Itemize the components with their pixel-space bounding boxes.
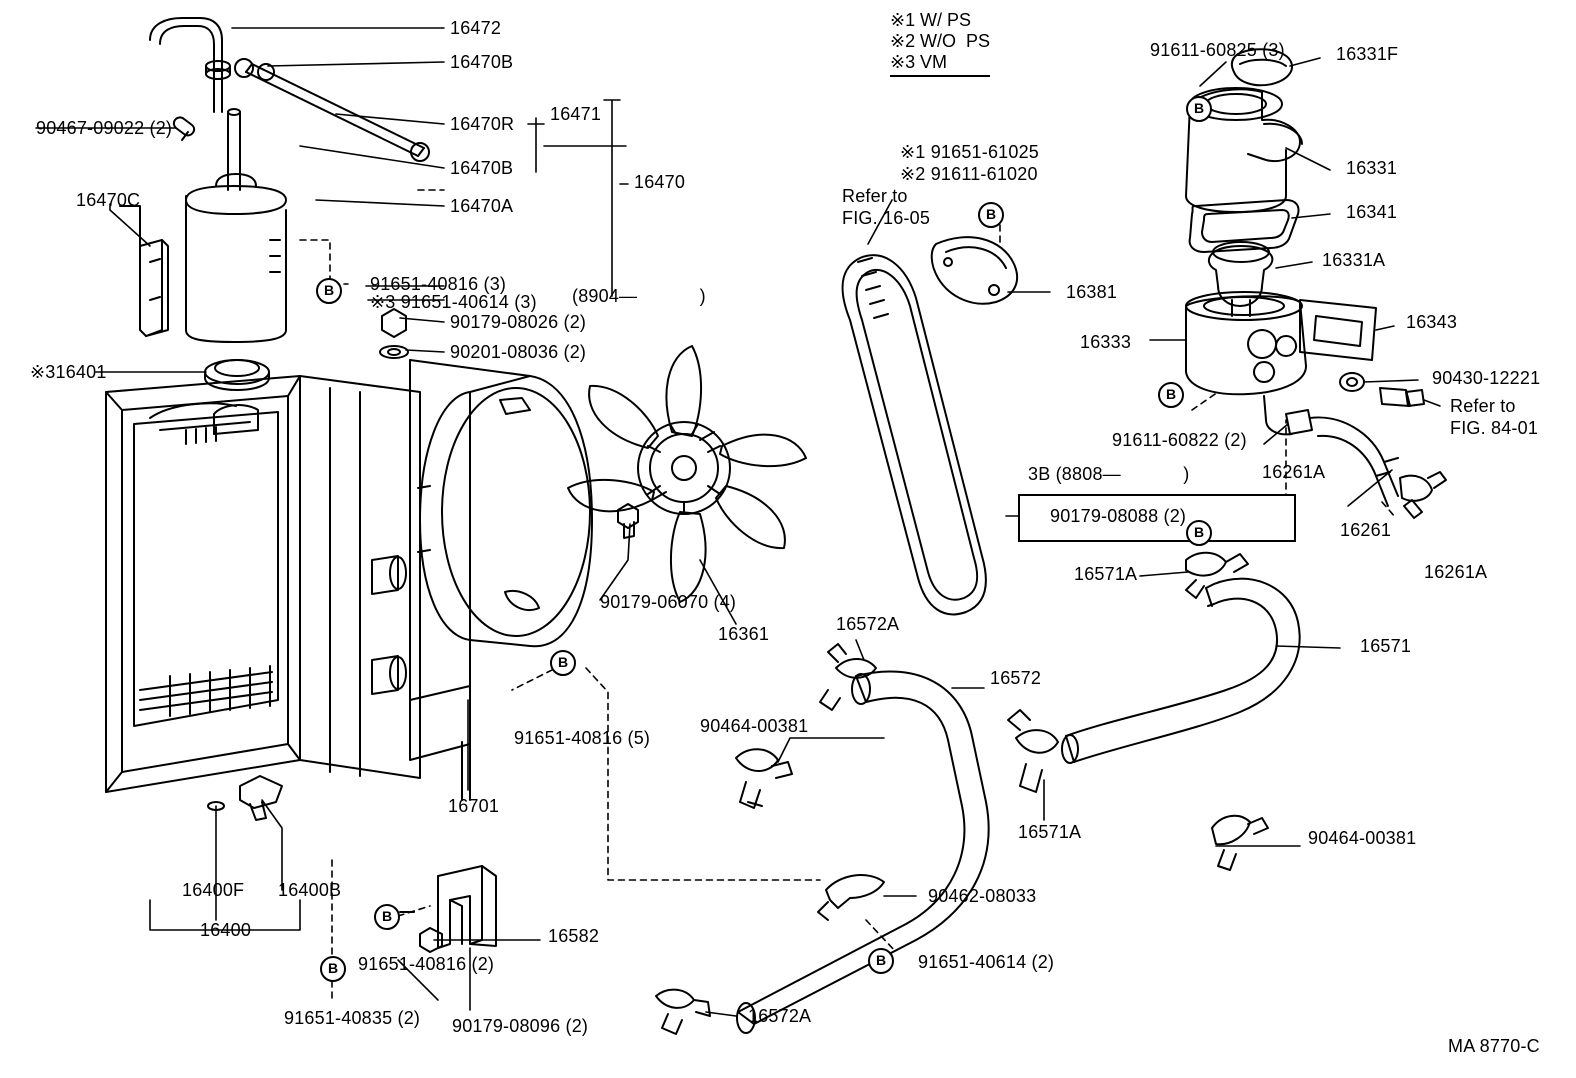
l-91651-40816-3: 91651-40816 (3) bbox=[370, 274, 507, 294]
note-3b: 3B (8808— ) bbox=[1028, 464, 1190, 484]
l-16361: 16361 bbox=[718, 624, 770, 644]
l-16470B-low: 16470B bbox=[450, 158, 514, 178]
l-16582: 16582 bbox=[548, 926, 600, 946]
bolt-marker-2: B bbox=[550, 650, 576, 676]
l-90467-09022: 90467-09022 (2) bbox=[36, 118, 173, 138]
legend-item-3: ※3 bbox=[890, 52, 916, 72]
l-91651-40816-2: 91651-40816 (2) bbox=[358, 954, 495, 974]
l-16400F: 16400F bbox=[182, 880, 245, 900]
l-16470C: 16470C bbox=[76, 190, 141, 210]
l-16331A: 16331A bbox=[1322, 250, 1386, 270]
l-16400B: 16400B bbox=[278, 880, 342, 900]
l-16571A-up: 16571A bbox=[1074, 564, 1138, 584]
l-16571A-low: 16571A bbox=[1018, 822, 1082, 842]
l-91651-40614-3: ※3 91651-40614 (3) bbox=[370, 292, 537, 312]
bolt-marker-6: B bbox=[1186, 96, 1212, 122]
l-16470A: 16470A bbox=[450, 196, 514, 216]
l-90430-12221: 90430-12221 bbox=[1432, 368, 1541, 388]
l-16472: 16472 bbox=[450, 18, 502, 38]
l-16381: 16381 bbox=[1066, 282, 1118, 302]
l-90462-08033: 90462-08033 bbox=[928, 886, 1037, 906]
l-91651-40614-2: 91651-40614 (2) bbox=[918, 952, 1055, 972]
note-8904: (8904— ) bbox=[572, 286, 706, 306]
l-16471: 16471 bbox=[550, 104, 602, 124]
l-16331: 16331 bbox=[1346, 158, 1398, 178]
legend-item-3-text: VM bbox=[920, 52, 947, 72]
bolt-marker-8: B bbox=[868, 948, 894, 974]
legend-item-2: ※2 bbox=[890, 31, 916, 51]
l-90464-00381-a: 90464-00381 bbox=[700, 716, 809, 736]
l-90179-06070: 90179-06070 (4) bbox=[600, 592, 737, 612]
l-91611-60825: 91611-60825 (3) bbox=[1150, 40, 1285, 60]
bolt-marker-9: B bbox=[1186, 520, 1212, 546]
reservoir-hose-group bbox=[120, 18, 429, 390]
ref-84-01-line1: Refer to bbox=[1450, 396, 1516, 416]
l-16470B-top: 16470B bbox=[450, 52, 514, 72]
l-16572A-low: 16572A bbox=[748, 1006, 812, 1026]
drive-belt-group bbox=[843, 255, 986, 614]
l-16572: 16572 bbox=[990, 668, 1042, 688]
ref-84-01-line2: FIG. 84-01 bbox=[1450, 418, 1539, 438]
l-16343: 16343 bbox=[1406, 312, 1458, 332]
bracket-16381 bbox=[932, 237, 1017, 304]
l-90179-08088: 90179-08088 (2) bbox=[1050, 506, 1187, 526]
l-16470R: 16470R bbox=[450, 114, 515, 134]
hose-16572 bbox=[656, 644, 1058, 1034]
l-16470: 16470 bbox=[634, 172, 686, 192]
fan-group bbox=[568, 346, 806, 602]
legend-item-1-text: W/ PS bbox=[920, 10, 972, 30]
ref-16-05-line1: Refer to bbox=[842, 186, 908, 206]
note-ps-codes-line2: ※2 91611-61020 bbox=[900, 164, 1038, 184]
hose-16571 bbox=[1062, 579, 1300, 870]
bolt-marker-5: B bbox=[978, 202, 1004, 228]
note-ps-codes-line1: ※1 91651-61025 bbox=[900, 142, 1039, 162]
l-16261A-low: 16261A bbox=[1424, 562, 1488, 582]
figure-code: MA 8770-C bbox=[1448, 1036, 1540, 1056]
l-91611-60822: 91611-60822 (2) bbox=[1112, 430, 1247, 450]
l-90464-00381-b: 90464-00381 bbox=[1308, 828, 1417, 848]
l-16333: 16333 bbox=[1080, 332, 1132, 352]
legend-item-1: ※1 bbox=[890, 10, 916, 30]
radiator-group bbox=[106, 376, 420, 820]
bolt-marker-3: B bbox=[320, 956, 346, 982]
l-90179-08026: 90179-08026 (2) bbox=[450, 312, 587, 332]
bolt-marker-4: B bbox=[374, 904, 400, 930]
l-16572A-up: 16572A bbox=[836, 614, 900, 634]
l-16341: 16341 bbox=[1346, 202, 1398, 222]
l-91651-40835-2: 91651-40835 (2) bbox=[284, 1008, 421, 1028]
bolt-marker-7: B bbox=[1158, 382, 1184, 408]
ref-16-05-line2: FIG. 16-05 bbox=[842, 208, 931, 228]
l-91651-40816-5: 91651-40816 (5) bbox=[514, 728, 651, 748]
legend bbox=[890, 10, 990, 77]
l-16701: 16701 bbox=[448, 796, 500, 816]
l-16261A-up: 16261A bbox=[1262, 462, 1326, 482]
l-16571: 16571 bbox=[1360, 636, 1412, 656]
l-16261: 16261 bbox=[1340, 520, 1392, 540]
bracket-16582 bbox=[400, 866, 496, 952]
legend-item-2-text: W/O PS bbox=[920, 31, 991, 51]
l-90179-08096: 90179-08096 (2) bbox=[452, 1016, 589, 1036]
l-16331F: 16331F bbox=[1336, 44, 1399, 64]
bolt-marker-1: B bbox=[316, 278, 342, 304]
l-16400: 16400 bbox=[200, 920, 252, 940]
l-16401: ※316401 bbox=[30, 362, 107, 382]
l-90201-08036: 90201-08036 (2) bbox=[450, 342, 587, 362]
